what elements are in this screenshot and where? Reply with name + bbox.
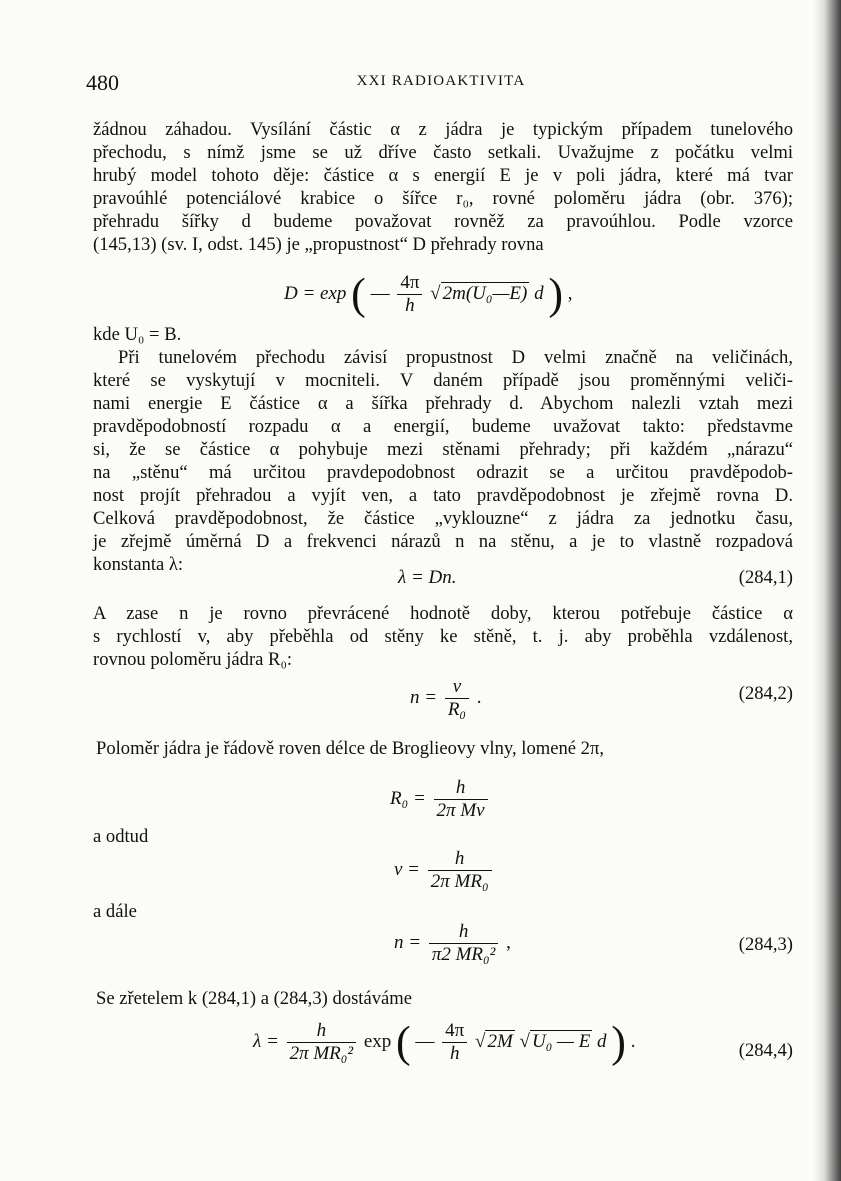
paragraph-line: žádnou záhadou. Vysílání částic α z jádra je typickým případem tunelového bbox=[93, 119, 793, 140]
sqrt-sign: √ bbox=[430, 282, 441, 304]
fraction bbox=[287, 1020, 357, 1065]
sqrt-argument: U₀ — E bbox=[531, 1030, 591, 1052]
fraction bbox=[428, 848, 492, 893]
paragraph-line: rovnou poloměru jádra R₀: bbox=[93, 649, 293, 670]
eq-tail: d bbox=[597, 1030, 607, 1052]
paragraph-line: (145,13) (sv. I, odst. 145) je „propustnost“ D přehrady rovna bbox=[93, 234, 544, 255]
equation-284-3 bbox=[394, 921, 511, 966]
paragraph-line: A zase n je rovno převrácené hodnotě doby, kterou potřebuje částice α bbox=[93, 603, 793, 624]
eq-comma: , bbox=[567, 282, 573, 304]
fraction-numerator: h bbox=[287, 1020, 357, 1043]
paragraph-line: nost projít přehradou a vyjít ven, a tato pravděpodobnost je zřejmě rovna D. bbox=[93, 485, 793, 506]
paren-right: ) bbox=[611, 1017, 626, 1067]
paragraph-line: přechodu, s nímž jsme se už dříve často setkali. Uvažujme z počátku velmi bbox=[93, 142, 793, 163]
paragraph-line: si, že se částice α pohybuje mezi stěnami přehrady; při každém „nárazu“ bbox=[93, 439, 793, 460]
fraction bbox=[429, 921, 499, 966]
equation-number: (284,4) bbox=[738, 1040, 793, 1061]
fraction-numerator: 4π bbox=[442, 1020, 467, 1043]
paragraph-line: pravoúhlé potenciálové krabice o šířce r₀, rovné poloměru jádra (obr. 376); bbox=[93, 188, 793, 209]
fraction-denominator: h bbox=[449, 1043, 460, 1064]
eq-dot: . bbox=[630, 1030, 636, 1052]
paragraph-line: konstanta λ: bbox=[93, 554, 184, 575]
sqrt-sign: √ bbox=[475, 1030, 486, 1052]
paragraph-line: Poloměr jádra je řádově roven délce de Broglieovy vlny, lomené 2π, bbox=[96, 738, 604, 759]
fraction-denominator: R₀ bbox=[447, 699, 467, 720]
equation-number: (284,2) bbox=[738, 683, 793, 704]
equation-number: (284,3) bbox=[738, 934, 793, 955]
equation-284-1 bbox=[398, 567, 457, 589]
fraction bbox=[445, 676, 469, 721]
eq-minus: — bbox=[370, 282, 390, 304]
paragraph-line: pravděpodobností rozpadu α a energií, budeme uvažovat takto: představme bbox=[93, 416, 793, 437]
kde-line: kde U₀ = B. bbox=[93, 324, 182, 345]
page-edge-shadow bbox=[813, 0, 841, 1181]
equation-284-4 bbox=[253, 1017, 636, 1067]
eq-exp: exp bbox=[363, 1030, 392, 1052]
eq-dot: . bbox=[476, 686, 482, 708]
paragraph-line: hrubý model tohoto děje: částice α s energií E je v poli jádra, které má tvar bbox=[93, 165, 793, 186]
eq-lhs: D = exp bbox=[284, 282, 347, 304]
eq-lhs: λ = bbox=[253, 1030, 279, 1052]
paren-left: ( bbox=[351, 269, 366, 319]
equation-number: (284,1) bbox=[738, 567, 793, 588]
fraction-denominator: 2π MR₀ bbox=[430, 871, 489, 892]
a-dale-line: a dále bbox=[93, 901, 137, 922]
paren-right: ) bbox=[548, 269, 563, 319]
eq-minus: — bbox=[415, 1030, 435, 1052]
eq-lhs: n = bbox=[394, 931, 422, 953]
paren-left: ( bbox=[396, 1017, 411, 1067]
fraction-numerator: 4π bbox=[397, 272, 422, 295]
paragraph-line: na „stěnu“ má určitou pravdepodobnost odrazit se a určitou pravděpodob- bbox=[93, 462, 793, 483]
a-odtud-line: a odtud bbox=[93, 826, 149, 847]
paragraph-line: Se zřetelem k (284,1) a (284,3) dostáváme bbox=[96, 988, 412, 1009]
fraction-numerator: h bbox=[434, 777, 488, 800]
eq-expr: λ = Dn. bbox=[398, 567, 457, 588]
fraction bbox=[442, 1020, 467, 1065]
equation-R0 bbox=[390, 777, 491, 822]
running-head: XXI RADIOAKTIVITA bbox=[356, 73, 526, 89]
fraction-numerator: v bbox=[445, 676, 469, 699]
paragraph-line: které se vyskytují v mocniteli. V daném případě jsou proměnnými veliči- bbox=[93, 370, 793, 391]
equation-v bbox=[394, 848, 495, 893]
page-number: 480 bbox=[86, 70, 119, 95]
fraction-denominator: h bbox=[405, 295, 415, 316]
fraction-numerator: h bbox=[428, 848, 492, 871]
eq-comma: , bbox=[506, 931, 511, 953]
eq-lhs: v = bbox=[394, 858, 421, 880]
paragraph-line: Při tunelovém přechodu závisí propustnost D velmi značně na veličinách, bbox=[118, 347, 793, 368]
paragraph-line: je zřejmě úměrná D a frekvenci nárazů n na stěnu, a je to vlastně rozpadová bbox=[93, 531, 793, 552]
fraction-denominator: 2π MR₀² bbox=[289, 1043, 354, 1064]
sqrt-argument: 2M bbox=[487, 1030, 513, 1052]
fraction-denominator: π2 MR₀² bbox=[431, 944, 496, 965]
eq-lhs: R₀ = bbox=[390, 787, 426, 809]
paragraph-line: přehradu šířky d budeme považovat rovněž za pravoúhlou. Podle vzorce bbox=[93, 211, 793, 232]
sqrt-argument: 2m(U₀—E) bbox=[442, 282, 528, 304]
page-header bbox=[86, 70, 796, 96]
paragraph-line: Celková pravděpodobnost, že částice „vyklouzne“ z jádra za jednotku času, bbox=[93, 508, 793, 529]
equation-284-2 bbox=[410, 676, 482, 721]
fraction bbox=[434, 777, 488, 822]
paragraph-line: s rychlostí v, aby přeběhla od stěny ke stěně, t. j. aby proběhla vzdálenost, bbox=[93, 626, 793, 647]
equation-D bbox=[284, 269, 573, 319]
eq-tail: d bbox=[534, 282, 544, 304]
fraction-denominator: 2π Mv bbox=[436, 800, 485, 821]
fraction bbox=[397, 272, 422, 317]
eq-lhs: n = bbox=[410, 686, 438, 708]
sqrt-sign: √ bbox=[519, 1030, 530, 1052]
paragraph-line: nami energie E částice α a šířka přehrady d. Abychom nalezli vztah mezi bbox=[93, 393, 793, 414]
fraction-numerator: h bbox=[429, 921, 499, 944]
